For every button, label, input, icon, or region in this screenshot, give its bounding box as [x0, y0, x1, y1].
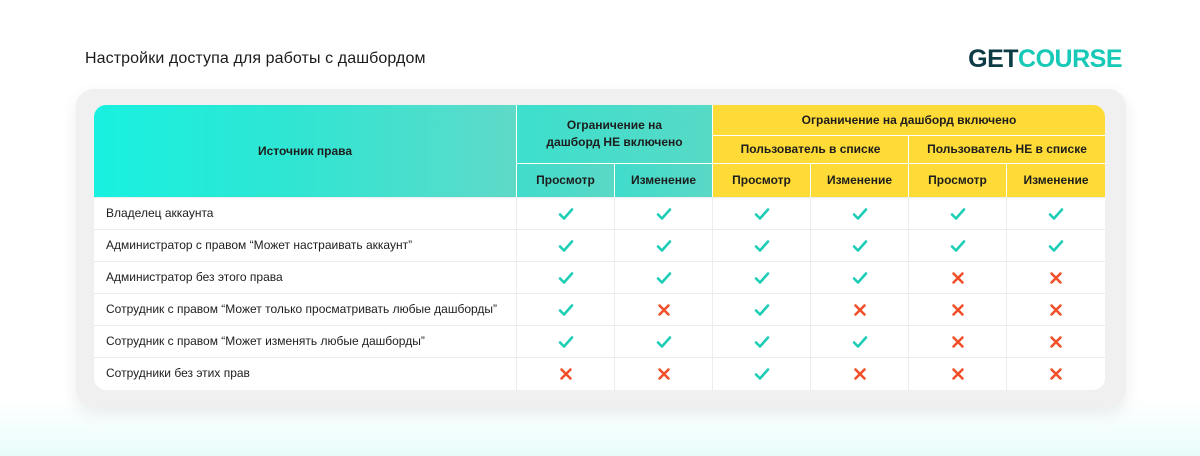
cross-icon: [909, 262, 1006, 293]
page-title: Настройки доступа для работы с дашбордом: [85, 50, 426, 67]
table-row: [94, 229, 1105, 261]
column-divider: [614, 197, 615, 390]
check-icon: [713, 358, 810, 389]
check-icon: [615, 326, 712, 357]
table-row: [94, 197, 1105, 229]
table-row: [94, 261, 1105, 293]
column-divider: [1006, 197, 1007, 390]
table-card: [76, 89, 1126, 407]
row-label: Сотрудник с правом “Может изменять любые дашборды”: [106, 334, 425, 348]
table-row: [94, 293, 1105, 325]
check-icon: [811, 262, 908, 293]
cross-icon: [1007, 326, 1105, 357]
header-restriction-off-label: Ограничение на дашборд НЕ включено: [546, 118, 683, 149]
check-icon: [517, 326, 614, 357]
row-label: Владелец аккаунта: [106, 206, 214, 220]
check-icon: [517, 262, 614, 293]
header-restriction-off: [517, 105, 712, 163]
column-divider: [810, 197, 811, 390]
cross-icon: [909, 358, 1006, 389]
logo-part-get: GET: [968, 45, 1019, 73]
table-row: [94, 357, 1105, 389]
cross-icon: [615, 294, 712, 325]
row-label: Сотрудники без этих прав: [106, 366, 250, 380]
check-icon: [517, 198, 614, 229]
cross-icon: [811, 294, 908, 325]
cross-icon: [909, 326, 1006, 357]
cross-icon: [909, 294, 1006, 325]
cross-icon: [517, 358, 614, 389]
check-icon: [909, 230, 1006, 261]
header-restriction-on: Ограничение на дашборд включено: [713, 105, 1105, 135]
check-icon: [909, 198, 1006, 229]
check-icon: [713, 198, 810, 229]
header-view-not-in-list: Просмотр: [909, 164, 1006, 197]
check-icon: [713, 262, 810, 293]
header-view-in-list: Просмотр: [713, 164, 810, 197]
cross-icon: [1007, 294, 1105, 325]
check-icon: [517, 230, 614, 261]
check-icon: [811, 198, 908, 229]
header-edit-off: Изменение: [615, 164, 712, 197]
header-edit-not-in-list: Изменение: [1007, 164, 1105, 197]
check-icon: [1007, 198, 1105, 229]
column-divider: [516, 197, 517, 390]
getcourse-logo: [968, 45, 1122, 74]
header-user-in-list: Пользователь в списке: [713, 136, 908, 163]
check-icon: [615, 198, 712, 229]
header-source: Источник права: [94, 105, 516, 197]
row-label: Администратор без этого права: [106, 270, 283, 284]
check-icon: [615, 230, 712, 261]
check-icon: [713, 294, 810, 325]
header-edit-in-list: Изменение: [811, 164, 908, 197]
check-icon: [517, 294, 614, 325]
logo-part-course: COURSE: [1018, 45, 1122, 73]
header-user-not-in-list: Пользователь НЕ в списке: [909, 136, 1105, 163]
row-label: Сотрудник с правом “Может только просматривать любые дашборды”: [106, 302, 498, 316]
cross-icon: [811, 358, 908, 389]
column-divider: [712, 197, 713, 390]
check-icon: [713, 326, 810, 357]
row-label: Администратор с правом “Может настраивать аккаунт”: [106, 238, 413, 252]
header-view-off: Просмотр: [517, 164, 614, 197]
access-table: [94, 105, 1105, 390]
cross-icon: [1007, 358, 1105, 389]
check-icon: [811, 230, 908, 261]
cross-icon: [1007, 262, 1105, 293]
check-icon: [713, 230, 810, 261]
cross-icon: [615, 358, 712, 389]
check-icon: [811, 326, 908, 357]
check-icon: [615, 262, 712, 293]
check-icon: [1007, 230, 1105, 261]
table-row: [94, 325, 1105, 357]
column-divider: [908, 197, 909, 390]
